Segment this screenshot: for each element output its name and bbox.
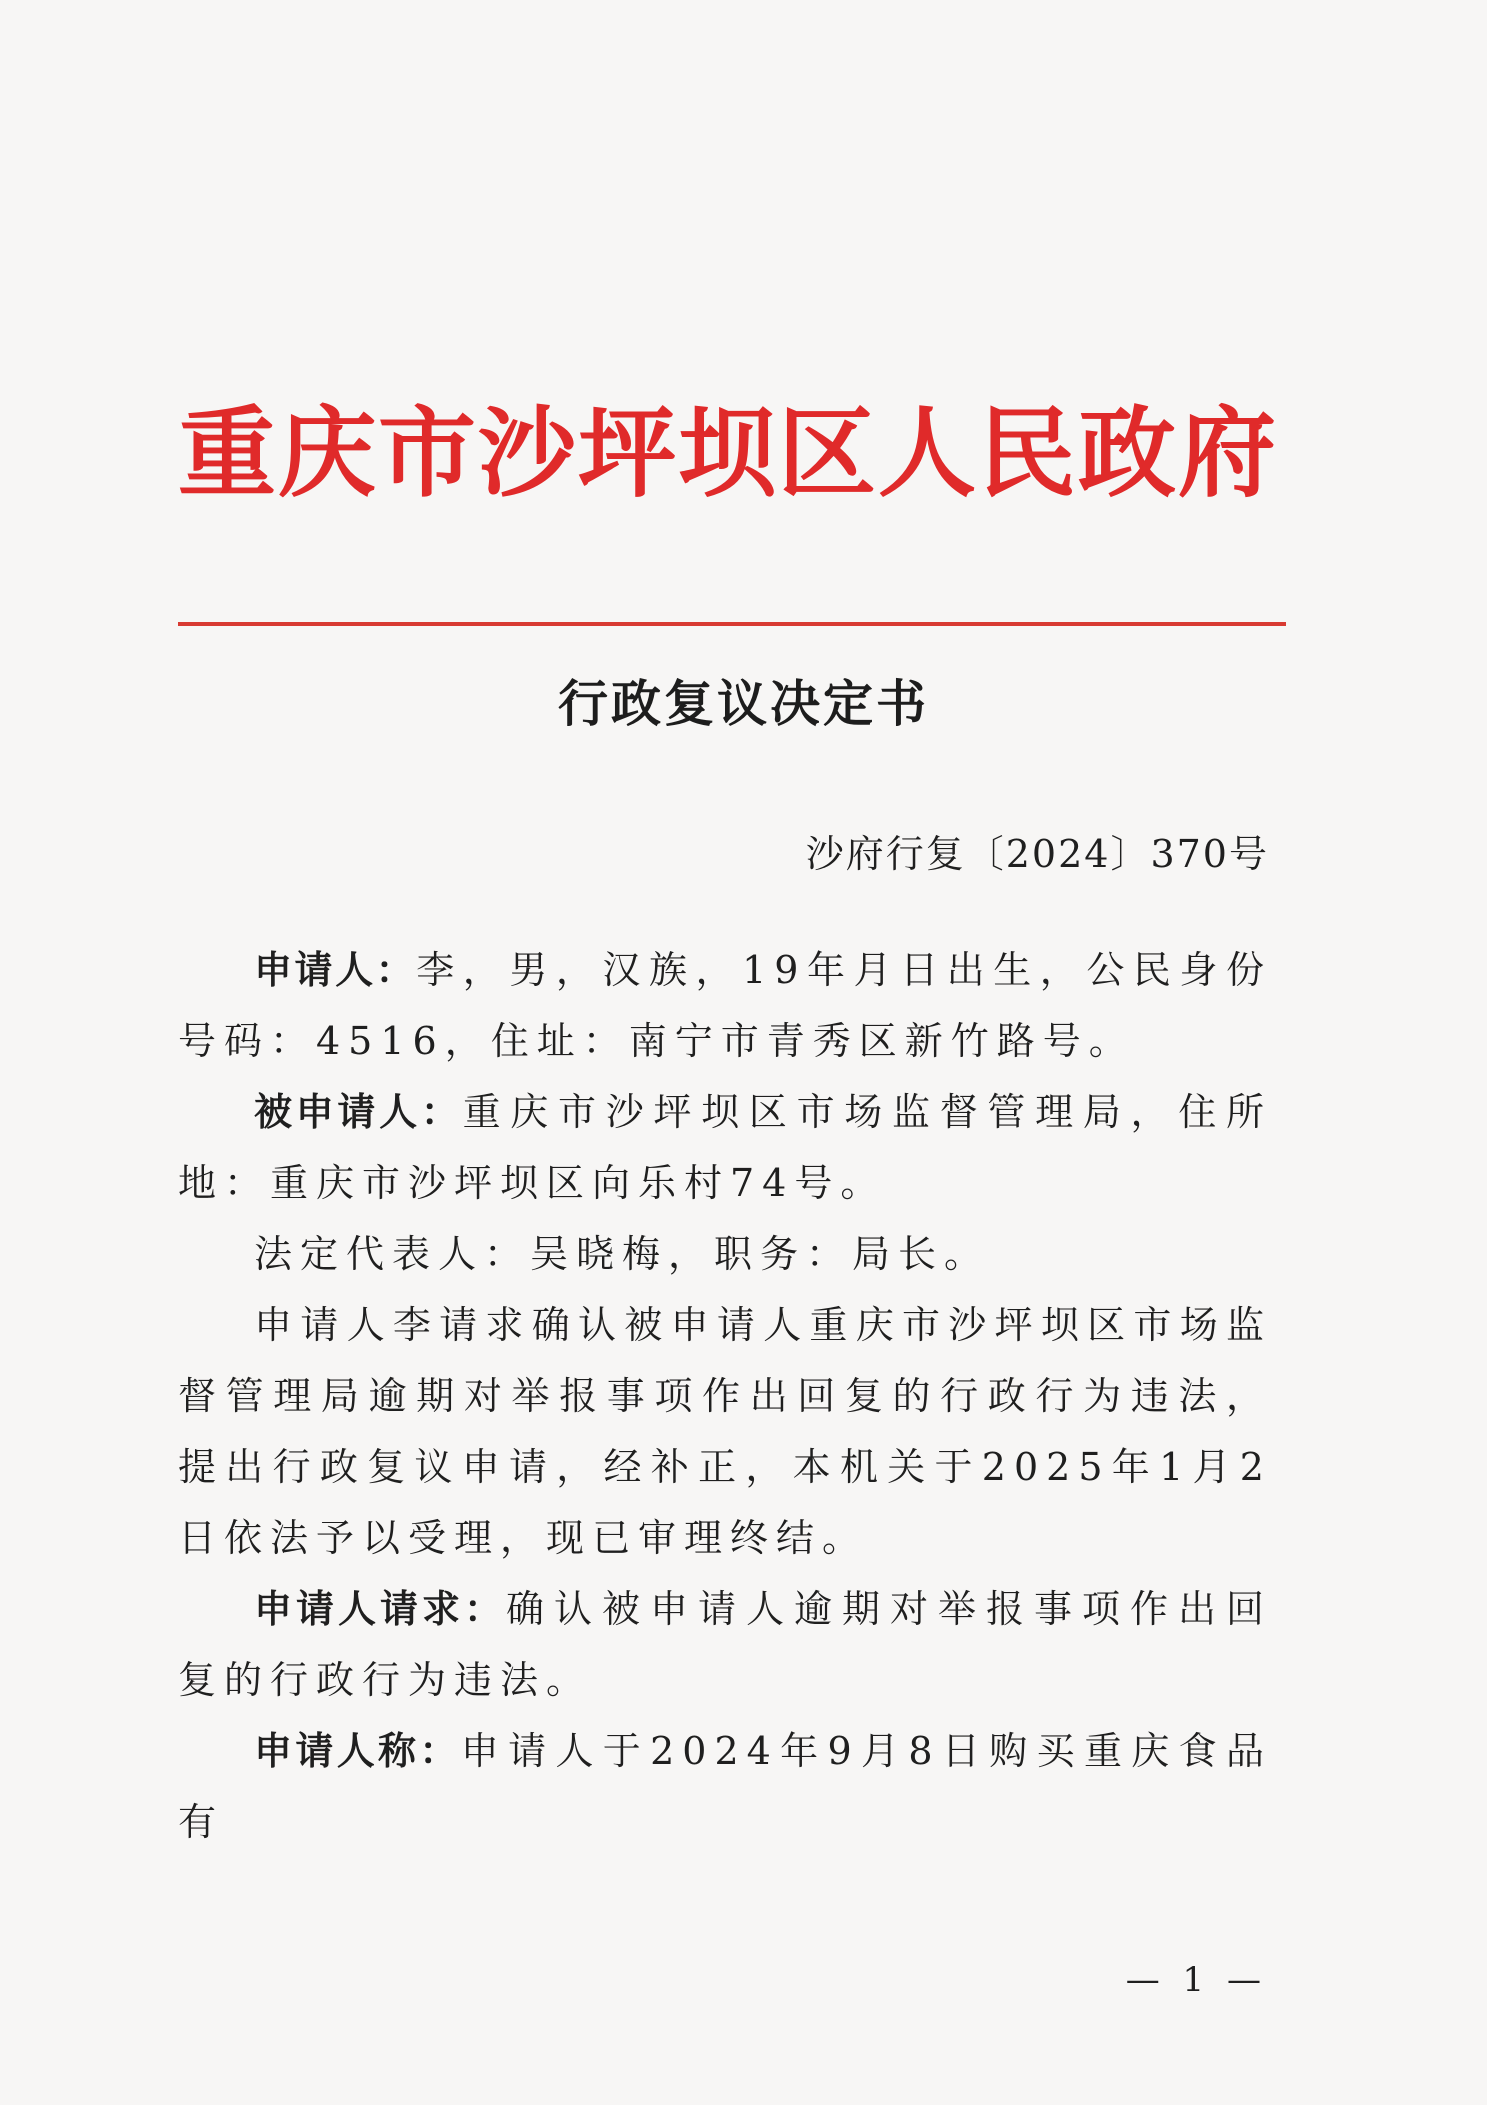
applicant-label: 申请人： [254, 948, 417, 992]
request-text: 确认被申请人逾期对举报事项作出回复的行政行为违法。 [178, 1587, 1272, 1702]
document-body [178, 935, 1272, 1858]
document-number: 沙府行复〔2024〕370号 [805, 832, 1269, 876]
respondent-text: 重庆市沙坪坝区市场监督管理局，住所地：重庆市沙坪坝区向乐村74号。 [178, 1090, 1272, 1205]
bleed-through-text [210, 290, 1290, 370]
respondent-paragraph [178, 1077, 1272, 1219]
claim-paragraph [178, 1716, 1272, 1858]
intro-paragraph: 申请人李请求确认被申请人重庆市沙坪坝区市场监督管理局逾期对举报事项作出回复的行政行为违法，提出行政复议申请，经补正，本机关于2025年1月2日依法予以受理，现已审理终结。 [178, 1303, 1272, 1560]
page-number: — 1 — [1125, 1960, 1267, 2000]
issuer-header: 重庆市沙坪坝区人民政府 [178, 396, 1279, 511]
respondent-label: 被申请人： [254, 1090, 463, 1134]
claim-label: 申请人称： [254, 1729, 461, 1773]
applicant-text: 李，男，汉族，19年月日出生，公民身份号码：4516，住址：南宁市青秀区新竹路号。 [178, 948, 1272, 1063]
claim-text: 申请人于2024年9月8日购买重庆食品有 [178, 1729, 1272, 1844]
legal-rep-paragraph: 法定代表人：吴晓梅，职务：局长。 [254, 1232, 991, 1276]
document-title: 行政复议决定书 [558, 674, 929, 733]
applicant-paragraph [178, 935, 1272, 1077]
request-paragraph [178, 1574, 1272, 1716]
header-red-rule [178, 622, 1286, 626]
request-label: 申请人请求： [254, 1587, 506, 1631]
